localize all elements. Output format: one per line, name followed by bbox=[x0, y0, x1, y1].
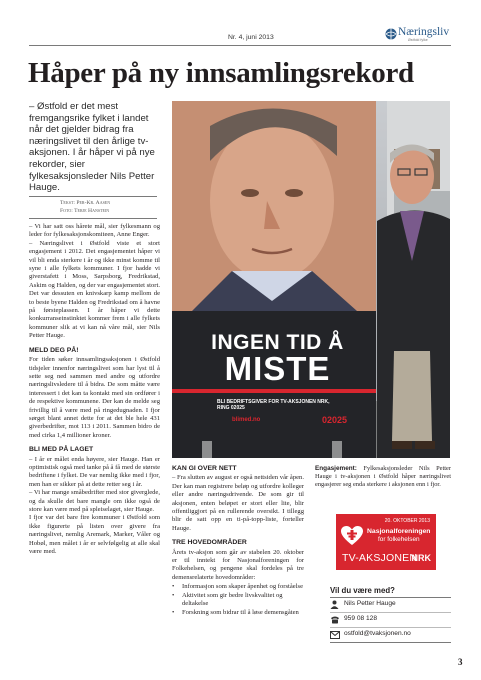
subheading-bli-med: BLI MED PÅ LAGET bbox=[29, 446, 94, 454]
logo-text: Næringsliv bbox=[398, 26, 450, 38]
subheading-kan-gi: KAN GI OVER NETT bbox=[172, 465, 237, 472]
body-paragraph: Årets tv-aksjon som går av stabelen 20. oktober er til inntekt for Nasjonalforeningen for Folkehelsen, og pengene skal fordeles på tre demensrelaterte hovedområder: bbox=[172, 548, 304, 581]
heart-cross-icon bbox=[341, 526, 363, 546]
photo-caption bbox=[315, 465, 451, 490]
poster-headline-2: MISTE bbox=[224, 350, 331, 387]
bullet-icon: • bbox=[172, 608, 175, 616]
list-item bbox=[172, 583, 304, 591]
logo-subtext: Østfold fylke bbox=[408, 38, 428, 42]
ad-org-line-2: for folkehelsen bbox=[378, 536, 420, 543]
nrk-logo: NRK bbox=[411, 553, 431, 563]
list-item bbox=[172, 609, 304, 617]
ad-bottom-text: TV-AKSJONEN bbox=[342, 552, 418, 564]
list-item-text: Aktivitet som gir bedre livskvalitet og deltakelse bbox=[182, 591, 283, 608]
byline-text: Tekst: Per-Kr. Aasen bbox=[60, 200, 111, 206]
lead-paragraph: – Østfold er det mest fremgangsrike fylket i landet når det gjelder bidrag fra næringslivet til den årlige tv-aksjonen. I år håper vi på nye rekorder, sier fylkesaksjonsleder Nils Petter Hauge. bbox=[29, 101, 155, 194]
list-item-text: Informasjon som skaper åpenhet og forståelse bbox=[182, 583, 304, 591]
page-number: 3 bbox=[458, 657, 463, 667]
globe-icon bbox=[385, 28, 397, 40]
ad-org-line-1: Nasjonalforeningen bbox=[367, 528, 431, 535]
body-paragraph: I fjor var det bare fire kommuner i Østfold som ikke figurerte på listen over givere fra næringslivet, nemlig Aremark, Marker, Våler og Hobøl, men målet i år er selvfølgelig at alle skal være med. bbox=[29, 514, 160, 556]
ad-date: 20. OKTOBER 2013 bbox=[384, 518, 430, 524]
article-column-2 bbox=[172, 465, 304, 617]
list-item bbox=[172, 592, 304, 609]
contact-row-phone bbox=[330, 615, 451, 626]
poster-headline-1: INGEN TID Å bbox=[211, 331, 344, 354]
phone-icon bbox=[330, 615, 340, 624]
page-headline: Håper på ny innsamlingsrekord bbox=[28, 57, 414, 89]
contact-row-name bbox=[330, 600, 451, 611]
body-paragraph: – Næringslivet i Østfold viste et stort engasjement i 2012. Det engasjementet håper vi vil bli enda sterkere i år og ikke minst komme til syne i alle fylkets kommuner. I fjor hadde vi giverstafett i Moss, Sarpsborg, Fredrikstad, Askim og Halden, og der var engasjementet stort. Det var dessuten en knivskarp kamp mellom de to beste byene Halden og Fredrikstad om å havne på førsteplassen. I år håper vi dette konkurranseinstinktet kommer frem i alle fylkets kommuner slik at vi kan nå våre mål, sier Nils Petter Hauge. bbox=[29, 239, 160, 340]
contact-box-title: Vil du være med? bbox=[330, 586, 395, 595]
body-paragraph: – Vi har mange småbedrifter med stor giverglede, og da skulle det bare mangle om ikke også de store kan være med på spleiselaget, sier Hauge. bbox=[29, 489, 160, 513]
body-paragraph: – Fra slutten av august er også nettsiden vår åpen. Der kan man registrere beløp og utfordre kolleger eller andre næringsdrivende. De som gir til aksjonen, enten beløpet er stort eller lite, blir offentliggjort på en rullerende oversikt. I tillegg blir de satt opp en ti-på-topp-liste, forteller Hauge. bbox=[172, 474, 304, 532]
email-icon bbox=[330, 631, 340, 639]
article-column-1 bbox=[29, 223, 160, 556]
list-item-text: Forskning som bidrar til å løse demensgåten bbox=[182, 608, 299, 616]
poster-small-text: BLI BEDRIFTSGIVER FOR TV-AKSJONEN NRK, RING 02025 bbox=[217, 399, 330, 411]
caption-label: Engasjement: bbox=[315, 465, 357, 472]
caption-text: Fylkesaksjonsleder Nils Petter Hauge i tv-aksjonen i Østfold håper næringslivet engasjerer seg enda sterkere i aksjonen enn i fjor. bbox=[315, 465, 451, 489]
body-paragraph: – I år er målet enda høyere, sier Hauge. Han er optimistisk også med tanke på å få med de største bedriftene i fylket. De var nemlig ikke med i fjor, men han er sikker på at dette retter seg i år. bbox=[29, 455, 160, 488]
bullet-icon: • bbox=[172, 591, 175, 599]
article-photo bbox=[172, 101, 450, 458]
poster-number: 02025 bbox=[322, 415, 348, 425]
bullet-icon: • bbox=[172, 583, 175, 591]
poster-url: blimed.no bbox=[232, 417, 261, 423]
person-icon bbox=[330, 600, 339, 609]
publication-logo bbox=[385, 26, 455, 46]
tv-aksjonen-ad bbox=[336, 514, 436, 570]
header-rule bbox=[29, 45, 451, 46]
credits-top-rule bbox=[29, 196, 157, 197]
contact-rule-4 bbox=[330, 642, 451, 643]
contact-rule-3 bbox=[330, 627, 451, 628]
body-paragraph: – Vi har satt oss hårete mål, sier fylkesmann og leder for fylkesaksjonskomiteen, Anne Enger. bbox=[29, 223, 160, 239]
contact-row-email[interactable] bbox=[330, 630, 451, 641]
byline-photo: Foto: Terje Hanstein bbox=[60, 208, 110, 214]
bullet-list bbox=[172, 583, 304, 617]
contact-rule-1 bbox=[330, 597, 451, 598]
contact-name: Nils Petter Hauge bbox=[344, 600, 396, 607]
contact-rule-2 bbox=[330, 612, 451, 613]
contact-email[interactable]: ostfold@tvaksjonen.no bbox=[344, 630, 411, 637]
contact-phone: 959 08 128 bbox=[344, 615, 378, 622]
body-paragraph: For tiden søker innsamlingsaksjonen i Østfold tidsjeler innenfor næringslivet som har lyst til å sette seg ned sammen med andre og utfordre næringslivsledere til å bidra. De som måtte være interessert i det kan ta kontakt med sin ordfører i de respektive kommunene. Der kan de melde seg frivillig til å være med på ringedugnaden. I fjor sørget blant annet dette for at det ble hele 431 giverbedrifter, mot 113 i 2011. Sammen bidro de med cirka 1,4 millioner kroner. bbox=[29, 356, 160, 439]
issue-label: Nr. 4, juni 2013 bbox=[228, 34, 274, 41]
subheading-meld-deg-pa: MELD DEG PÅ! bbox=[29, 346, 79, 354]
credits-bottom-rule bbox=[29, 218, 157, 219]
subheading-tre-hovedomrader: TRE HOVEDOMRÅDER bbox=[172, 539, 247, 547]
